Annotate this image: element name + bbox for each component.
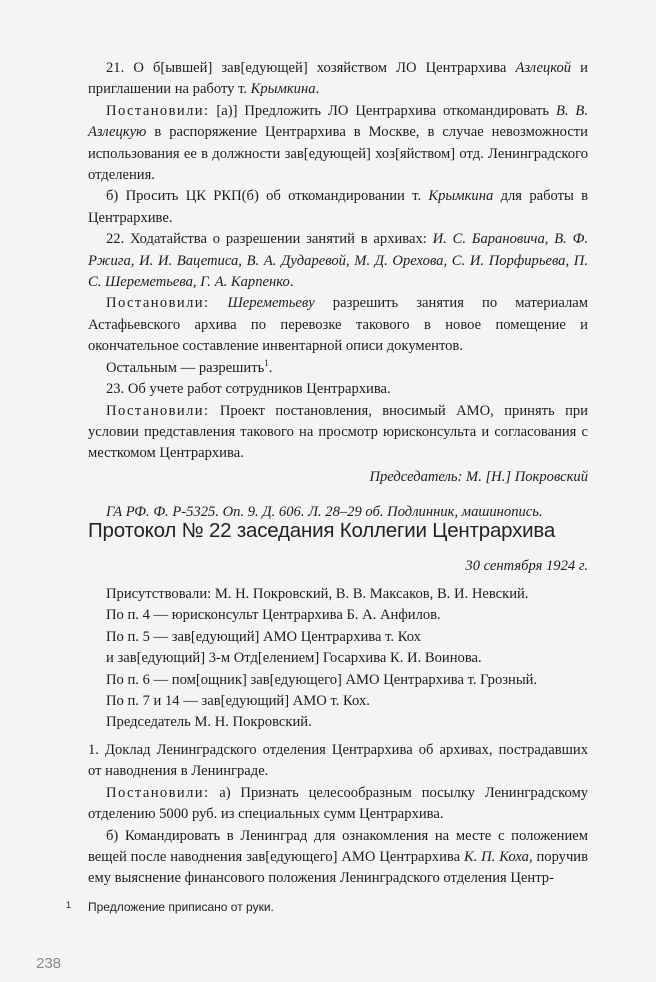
footnote-mark: 1 (66, 900, 72, 910)
item-23: 23. Об учете работ сотрудников Центрархива. (106, 381, 391, 398)
item-1-resolution-a: Постановили: а) Признать целесообразным посылку Ленинградскому отделению 5000 руб. из специальных сумм Центрархива. (88, 784, 588, 823)
protocol-heading: Протокол № 22 заседания Коллегии Центрархива (88, 519, 556, 542)
attendee-line: Председатель М. Н. Покровский. (106, 714, 312, 731)
item-22: 22. Ходатайства о разрешении занятий в архивах: И. С. Барановича, В. Ф. Ржига, И. И. Вацетиса, В. А. Дударевой, М. Д. Орехова, С. И. Порфирьева, П. С. Шереметьева, Г. А. Карпенко. (88, 231, 589, 291)
item-22-resolution: Постановили: Шереметьеву разрешить занятия по материалам Астафьевского архива по перевозке такового в новое помещение и окончательное составление инвентарной описи документов. (88, 295, 588, 355)
attendee-line: и зав[едующий] 3-м Отд[елением] Госархива К. И. Воинова. (106, 650, 482, 667)
attendee-line: По п. 5 — зав[едующий] АМО Центрархива т. Кох (106, 628, 421, 645)
archival-source: ГА РФ. Ф. Р-5325. Оп. 9. Д. 606. Л. 28–29 об. Подлинник, машинопись. (106, 504, 543, 521)
item-21-resolution-a: Постановили: [а)] Предложить ЛО Центрархива откомандировать В. В. Азлецкую в распоряжение Центрархива в Москве, в случае невозможности использования ее в должности зав[едующей] хоз[яйством] отд. Ленинградского отделения. (88, 102, 588, 184)
attendees-block (88, 584, 588, 734)
item-22-rest: Остальным — разрешить$^1$. (106, 357, 273, 376)
attendee-line: Присутствовали: М. Н. Покровский, В. В. Максаков, В. И. Невский. (106, 586, 529, 602)
item-21-resolution-b: б) Просить ЦК РКП(б) об откомандировании т. Крымкина для работы в Центрархиве. (88, 188, 588, 226)
protocol-date: 30 сентября 1924 г. (465, 558, 588, 574)
bottom-block (88, 740, 588, 890)
item-1: 1. Доклад Ленинградского отделения Центрархива об архивах, пострадавших от наводнения в Ленинграде. (88, 742, 588, 780)
attendee-line: По п. 6 — пом[ощник] зав[едующего] АМО Центрархива т. Грозный. (106, 671, 538, 688)
page-number: 238 (36, 955, 62, 972)
item-21: 21. О б[ывшей] зав[едующей] хозяйством ЛО Центрархива Азлецкой и приглашении на работу т. Крымкина. (88, 60, 588, 98)
attendee-line: По п. 7 и 14 — зав[едующий] АМО т. Кох. (106, 693, 370, 710)
chairman-signature: Председатель: М. [Н.] Покровский (369, 468, 588, 485)
footnote-text: Предложение приписано от руки. (88, 900, 274, 914)
attendee-line: По п. 4 — юрисконсульт Центрархива Б. А. Анфилов. (106, 607, 441, 624)
item-1-resolution-b: б) Командировать в Ленинград для ознакомления на месте с положением вещей после наводнения зав[едующего] АМО Центрархива К. П. Коха, поручив ему выяснение финансового положения Ленинградского отделения Центр- (88, 827, 589, 887)
item-23-resolution: Постановили: Проект постановления, вносимый АМО, принять при условии представления такового на просмотр юрисконсульта и согласования с месткомом Центрархива. (88, 402, 588, 462)
top-block (88, 58, 588, 523)
footnote (66, 900, 586, 914)
footnote-ref: 1 (264, 357, 269, 368)
